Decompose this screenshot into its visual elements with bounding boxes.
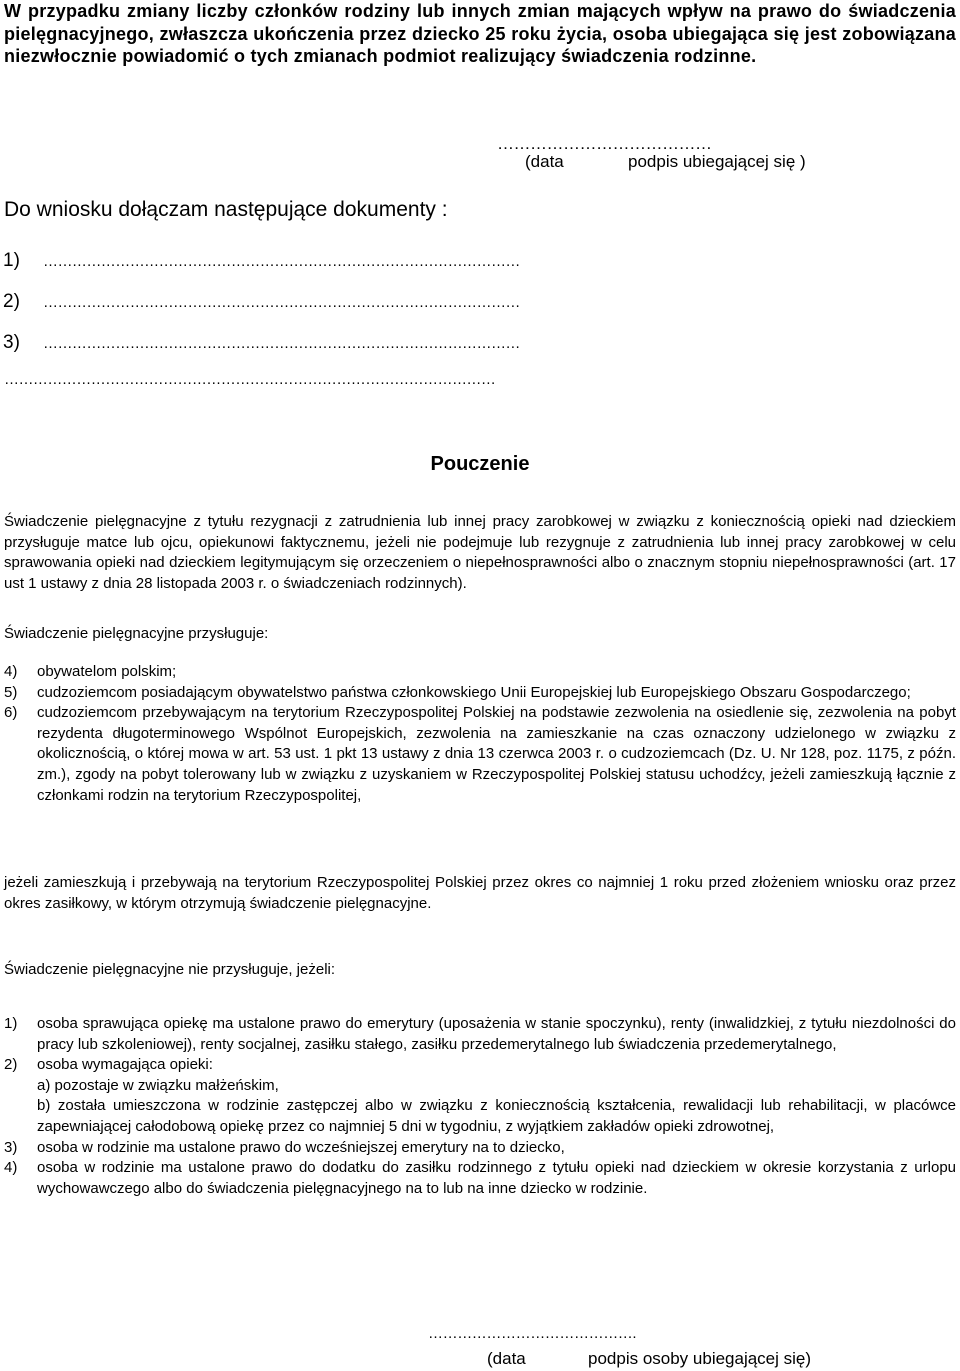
residence-condition: jeżeli zamieszkują i przebywają na terytorium Rzeczypospolitej Polskiej przez okres co najmniej 1 roku przed złożeniem wniosku oraz przez okres zasiłkowy, w którym otrzymują świadczenie pielęgnacyjne. bbox=[4, 874, 956, 912]
attachment-line-1[interactable] bbox=[3, 250, 520, 272]
attachment-number: 1) bbox=[3, 250, 20, 271]
list-text: obywatelom polskim; bbox=[37, 663, 177, 680]
signature-bottom-signature-label: podpis osoby ubiegającej się) bbox=[588, 1349, 812, 1368]
list-subitem bbox=[4, 1076, 956, 1097]
list-number: 5) bbox=[4, 683, 18, 701]
signature-bottom-dots: ……………………………………. bbox=[428, 1325, 637, 1342]
attachment-number: 2) bbox=[3, 291, 20, 312]
list-subitem bbox=[4, 1096, 956, 1137]
list-text: cudzoziemcom posiadającym obywatelstwo państwa członkowskiego Unii Europejskiej lub Europejskiego Obszaru Gospodarczego; bbox=[37, 683, 911, 701]
list-item bbox=[4, 1138, 956, 1159]
not-entitled-heading: Świadczenie pielęgnacyjne nie przysługuje, jeżeli: bbox=[4, 961, 336, 978]
list-number: 4) bbox=[4, 663, 18, 680]
not-entitled-list bbox=[4, 1014, 956, 1199]
list-text: osoba wymagająca opieki: bbox=[37, 1056, 213, 1074]
list-item bbox=[4, 1014, 956, 1055]
list-number: 4) bbox=[4, 1159, 18, 1177]
attachment-line-2[interactable] bbox=[3, 291, 520, 313]
attachment-dots: ……………………………………………………………………………………… bbox=[43, 335, 520, 352]
attachment-extra-line[interactable]: ………………………………………………………………………………………… bbox=[4, 371, 496, 388]
list-number: 3) bbox=[4, 1138, 18, 1156]
list-item bbox=[4, 1055, 956, 1076]
list-item bbox=[4, 703, 956, 806]
list-number: 6) bbox=[4, 704, 18, 722]
list-text: osoba w rodzinie ma ustalone prawo do wcześniejszej emerytury na to dziecko, bbox=[37, 1138, 565, 1156]
list-item bbox=[4, 662, 956, 683]
pouczenie-paragraph: Świadczenie pielęgnacyjne z tytułu rezygnacji z zatrudnienia lub innej pracy zarobkowej w związku z koniecznością opieki nad dzieckiem przysługuje matce lub ojcu, opiekunowi faktycznemu, jeżeli nie podejmuje lub rezygnuje z zatrudnienia lub innej pracy zarobkowej w celu sprawowania opieki nad dzieckiem legitymującym się orzeczeniem o niepełnosprawności albo o znacznym stopniu niepełnosprawności (art. 17 ust 1 ustawy z dnia 28 listopada 2003 r. o świadczeniach rodzinnych). bbox=[4, 513, 956, 592]
attachment-dots: ……………………………………………………………………………………… bbox=[43, 253, 520, 270]
attachments-heading: Do wniosku dołączam następujące dokumenty : bbox=[4, 198, 448, 221]
entitled-heading: Świadczenie pielęgnacyjne przysługuje: bbox=[4, 625, 269, 642]
list-number: 1) bbox=[4, 1015, 18, 1032]
entitled-list bbox=[4, 662, 956, 806]
list-text: cudzoziemcom przebywającym na terytorium Rzeczypospolitej Polskiej na podstawie zezwolenia na osiedlenie się, zezwolenia na pobyt rezydenta długoterminowego Wspólnot Europejskich, zezwolenia na zamieszkanie na czas oznaczony udzielonego w związku z okolicznością, o której mowa w art. 53 ust. 1 pkt 13 ustawy z dnia 13 czerwca 2003 r. o cudzoziemcach (Dz. U. Nr 128, poz. 1175, z późn. zm.), zgody na pobyt tolerowany lub w związku z uzyskaniem w Rzeczypospolitej Polskiej statusu uchodźcy, jeżeli zamieszkują łącznie z członkami rodzin na terytorium Rzeczypospolitej, bbox=[37, 704, 956, 804]
intro-paragraph: W przypadku zmiany liczby członków rodziny lub innych zmian mających wpływ na prawo do świadczenia pielęgnacyjnego, zwłaszcza ukończenia przez dziecko 25 roku życia, osoba ubiegająca się jest zobowiązana niezwłocznie powiadomić o tych zmianach podmiot realizujący świadczenia rodzinne. bbox=[4, 1, 956, 66]
list-number: 2) bbox=[4, 1056, 18, 1074]
list-text: a) pozostaje w związku małżeńskim, bbox=[37, 1076, 279, 1094]
signature-top-signature-label: podpis ubiegającej się ) bbox=[628, 152, 806, 171]
attachment-dots: ……………………………………………………………………………………… bbox=[43, 294, 520, 311]
list-text: b) została umieszczona w rodzinie zastępczej albo w związku z koniecznością kształcenia, rewalidacji lub rehabilitacji, w placówce zapewniającej całodobową opiekę przez co najmniej 5 dni w tygodniu, z wyjątkiem zakładów opieki zdrowotnej, bbox=[37, 1097, 956, 1135]
list-text: osoba sprawująca opiekę ma ustalone prawo do emerytury (uposażenia w stanie spoczynku), renty (inwalidzkiej, z tytułu niezdolności do pracy lub szkoleniowej), renty socjalnej, zasiłku stałego, zasiłku przedemerytalnego lub świadczenia przedemerytalnego, bbox=[37, 1015, 956, 1053]
list-item bbox=[4, 1158, 956, 1199]
attachment-line-3[interactable] bbox=[3, 332, 520, 354]
pouczenie-title: Pouczenie bbox=[430, 453, 530, 475]
signature-top-dots: ………………………………… bbox=[497, 134, 712, 153]
signature-top-date-label: (data bbox=[525, 152, 564, 171]
list-item bbox=[4, 683, 956, 704]
list-text: osoba w rodzinie ma ustalone prawo do dodatku do zasiłku rodzinnego z tytułu opieki nad dzieckiem w okresie korzystania z urlopu wychowawczego albo do świadczenia pielęgnacyjnego na to lub na inne dziecko w rodzinie. bbox=[37, 1159, 956, 1197]
attachment-number: 3) bbox=[3, 332, 20, 353]
signature-bottom-date-label: (data bbox=[487, 1349, 526, 1368]
